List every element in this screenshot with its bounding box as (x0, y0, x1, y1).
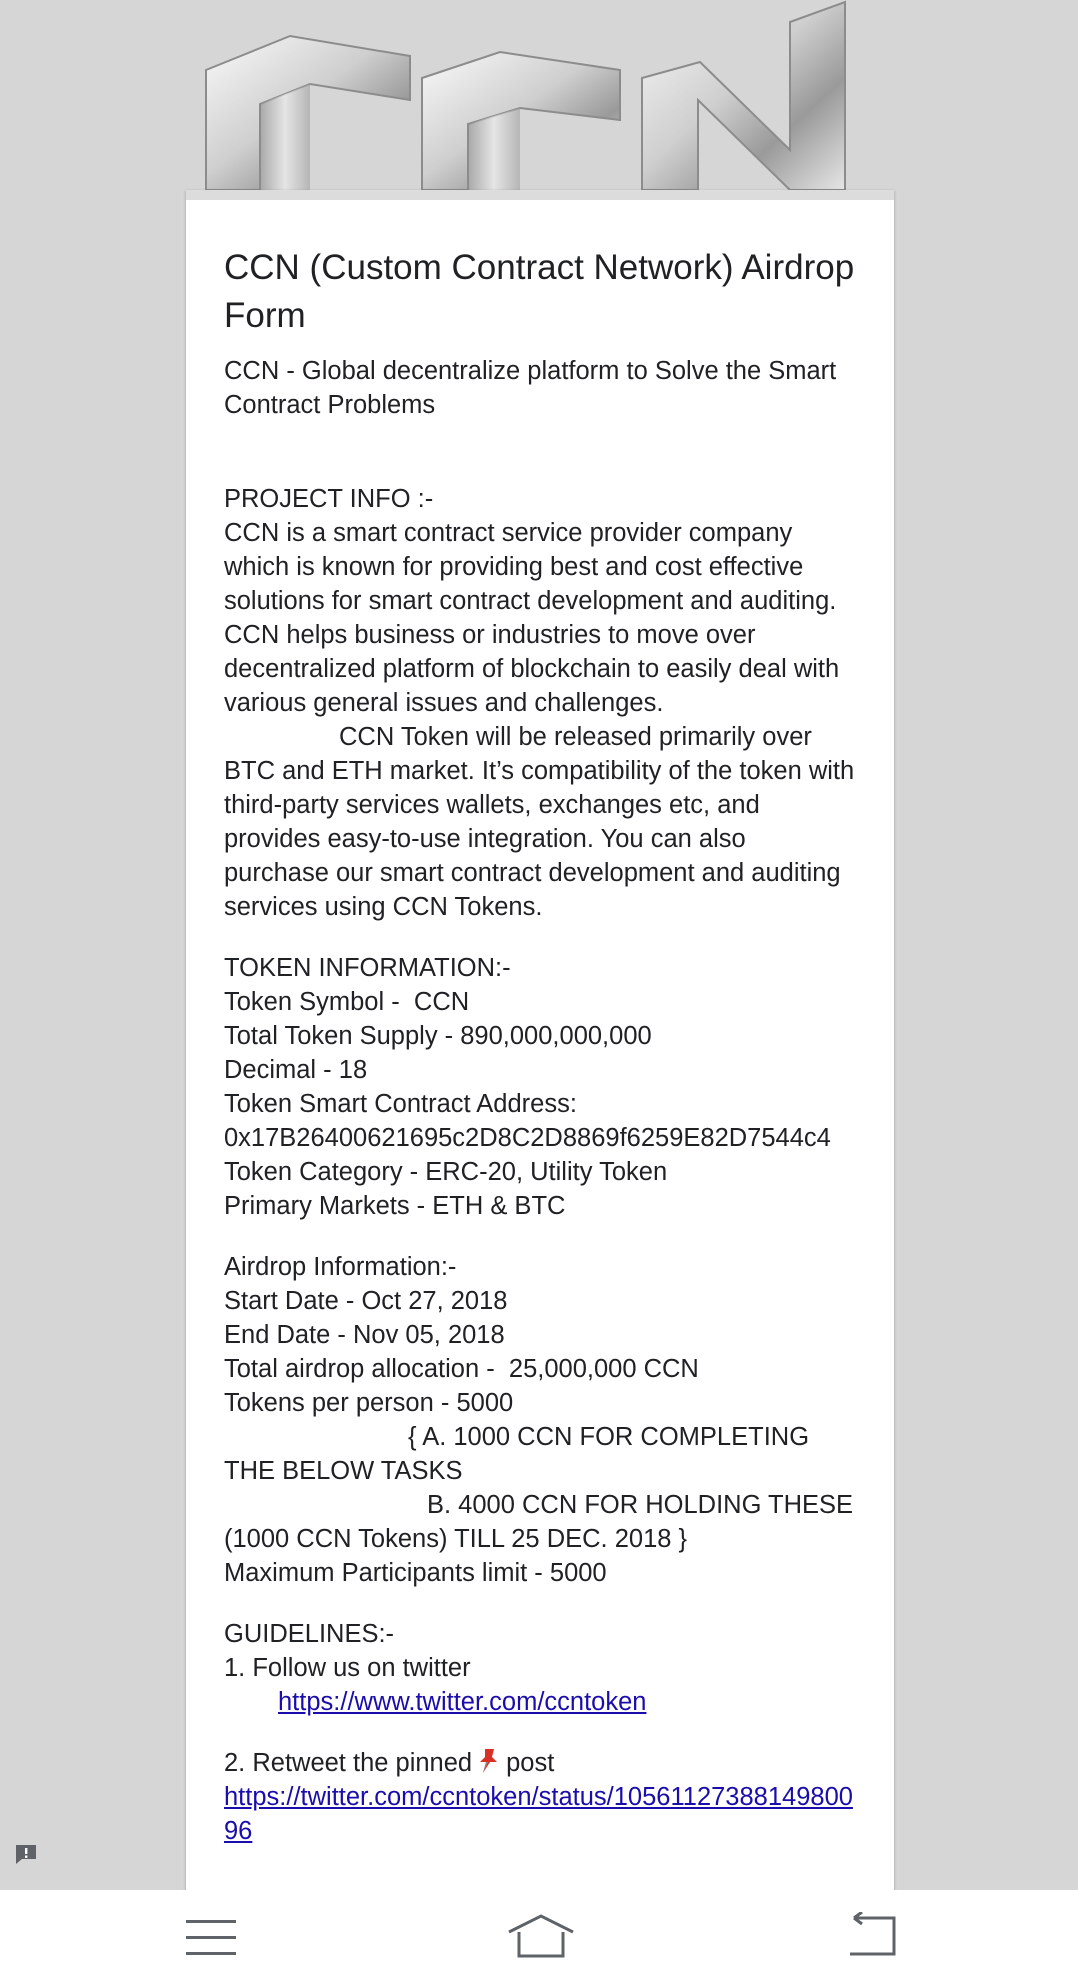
token-supply: Total Token Supply - 890,000,000,000 (224, 1022, 652, 1050)
back-icon[interactable] (838, 1912, 902, 1962)
guidelines-section (224, 1617, 856, 1848)
token-address-label: Token Smart Contract Address: (224, 1090, 577, 1118)
token-category: Token Category - ERC-20, Utility Token (224, 1158, 668, 1186)
form-card (186, 190, 894, 1890)
twitter-follow-link[interactable]: https://www.twitter.com/ccntoken (278, 1688, 647, 1716)
token-address-value: 0x17B26400621695c2D8C2D8869f6259E82D7544c4 (224, 1124, 831, 1152)
token-symbol: Token Symbol - CCN (224, 988, 470, 1016)
project-info-paragraph-2: BTC and ETH market. It’s compatibility of the token with third-party services wallets, exchanges etc, and provides easy-to-use integration. You can also purchase our smart contract development and auditing services using CCN Tokens. (224, 757, 862, 921)
form-description: CCN - Global decentralize platform to Solve the Smart Contract Problems (224, 357, 837, 419)
project-info-section (224, 482, 862, 924)
token-decimal: Decimal - 18 (224, 1056, 368, 1084)
airdrop-task-a-line-1: { A. 1000 CCN FOR COMPLETING (408, 1423, 810, 1451)
airdrop-allocation: Total airdrop allocation - 25,000,000 CCN (224, 1355, 699, 1383)
airdrop-start-date: Start Date - Oct 27, 2018 (224, 1287, 508, 1315)
airdrop-info-section (224, 1250, 856, 1590)
guideline-step-2-text-after: post (506, 1749, 555, 1777)
token-markets: Primary Markets - ETH & BTC (224, 1192, 566, 1220)
airdrop-tokens-per-person: Tokens per person - 5000 (224, 1389, 514, 1417)
airdrop-end-date: End Date - Nov 05, 2018 (224, 1321, 505, 1349)
airdrop-task-a-line-2: THE BELOW TASKS (224, 1457, 463, 1485)
guidelines-heading: GUIDELINES:- (224, 1620, 395, 1648)
guideline-step-1: 1. Follow us on twitter (224, 1654, 471, 1682)
form-title: CCN (Custom Contract Network) Airdrop Form (224, 248, 855, 335)
project-info-paragraph-1: CCN is a smart contract service provider company which is known for providing best and cost effective solutions for smart contract development and auditing. CCN helps business or industries to move over decentralized platform of blockchain to easily deal with various general issues and challenges. (224, 519, 847, 717)
retweet-post-link[interactable]: https://twitter.com/ccntoken/status/1056112738814980096 (224, 1783, 853, 1845)
home-icon[interactable] (505, 1912, 577, 1962)
airdrop-info-heading: Airdrop Information:- (224, 1253, 457, 1281)
menu-icon[interactable] (180, 1912, 244, 1962)
guideline-step-2-text: 2. Retweet the pinned (224, 1749, 473, 1777)
airdrop-task-b-line-1: B. 4000 CCN FOR HOLDING THESE (427, 1491, 854, 1519)
guideline-step-2 (224, 1746, 856, 1780)
token-info-heading: TOKEN INFORMATION:- (224, 954, 511, 982)
pushpin-icon (476, 1747, 502, 1775)
token-info-section (224, 951, 856, 1223)
system-navigation-bar (0, 1890, 1078, 1980)
card-top-border (186, 190, 894, 200)
ccn-logo-graphic (200, 0, 860, 195)
airdrop-max-participants: Maximum Participants limit - 5000 (224, 1559, 607, 1587)
project-info-heading: PROJECT INFO :- (224, 485, 434, 513)
ccn-logo (200, 0, 860, 195)
feedback-icon[interactable] (14, 1843, 38, 1865)
form-header (186, 200, 894, 1848)
project-info-paragraph-2-first-line: CCN Token will be released primarily over (339, 723, 812, 751)
airdrop-task-b-line-2: (1000 CCN Tokens) TILL 25 DEC. 2018 } (224, 1525, 688, 1553)
